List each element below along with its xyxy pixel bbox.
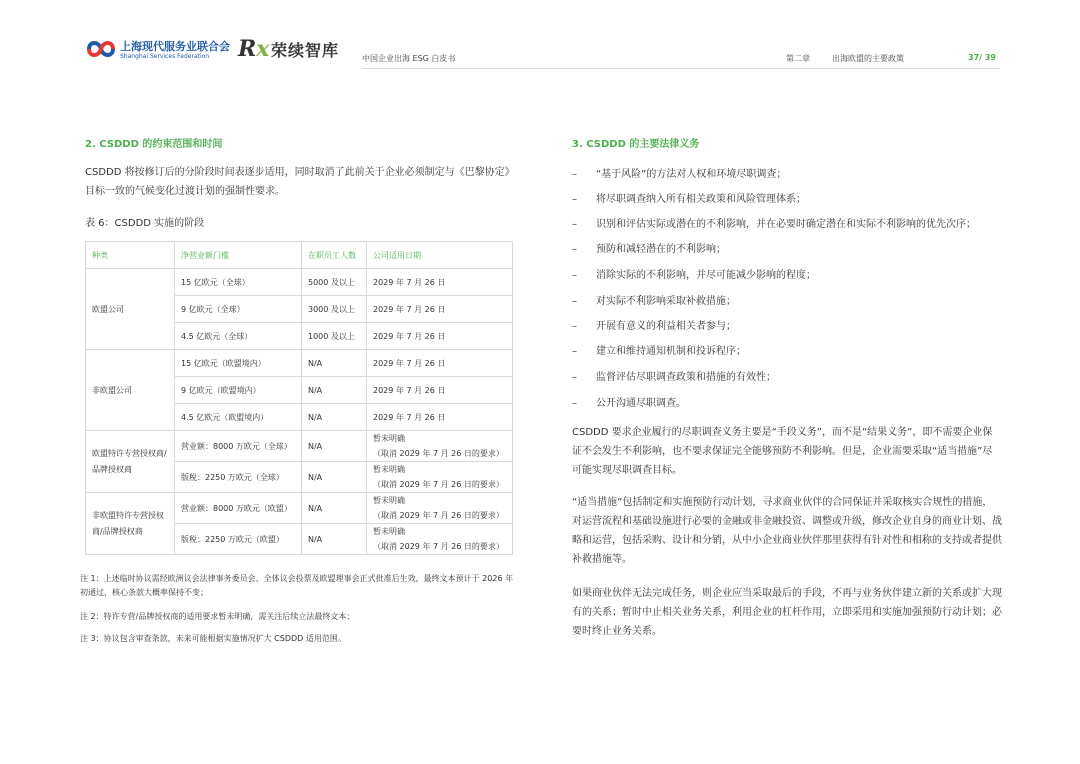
list-item bbox=[572, 240, 726, 255]
table-note-3: 注 3：协议包含审查条款，未来可能根据实施情况扩大 CSDDD 适用范围。 bbox=[80, 634, 346, 643]
table-cell: 暂未明确 （取消 2029 年 7 月 26 日的要求） bbox=[367, 462, 513, 493]
implementation-phase-table bbox=[85, 241, 513, 555]
document-title: 中国企业出海 ESG 白皮书 bbox=[362, 54, 456, 63]
table-cell: N/A bbox=[302, 350, 367, 377]
section-3-title: 3. CSDDD 的主要法律义务 bbox=[572, 139, 700, 150]
table-cell: 营业额：8000 万欧元（全球） bbox=[175, 431, 302, 462]
table-cell: 3000 及以上 bbox=[302, 296, 367, 323]
list-item-text: 预防和减轻潜在的不利影响； bbox=[596, 244, 726, 255]
list-item-text: 公开沟通尽职调查。 bbox=[596, 398, 686, 409]
table-cell: 暂未明确 （取消 2029 年 7 月 26 日的要求） bbox=[367, 493, 513, 524]
table-cell: 15 亿欧元（全球） bbox=[175, 269, 302, 296]
list-item-text: 消除实际的不利影响，并尽可能减少影响的程度； bbox=[596, 270, 816, 281]
bullet-dash: – bbox=[572, 398, 577, 409]
table-cell: N/A bbox=[302, 524, 367, 555]
bullet-dash: – bbox=[572, 296, 577, 307]
federation-name-cn: 上海现代服务业联合会 bbox=[120, 40, 230, 53]
table-row bbox=[86, 350, 513, 377]
table-cell: 4.5 亿欧元（全球） bbox=[175, 323, 302, 350]
list-item bbox=[572, 342, 746, 357]
list-item-text: 开展有意义的利益相关者参与； bbox=[596, 321, 736, 332]
table-cell: 暂未明确 （取消 2029 年 7 月 26 日的要求） bbox=[367, 524, 513, 555]
obligation-paragraph-2: “适当措施”包括制定和实施预防行动计划，寻求商业伙伴的合同保证并采取核实合规性的措施，对运营流程和基础设施进行必要的金融或非金融投资、调整或升级，修改企业自身的商业计划、战略和运营，包括采购、设计和分销，从中小企业商业伙伴那里获得有针对性和相称的支持或者提供补救措施等。 bbox=[572, 497, 1002, 565]
category-cell: 非欧盟公司 bbox=[86, 350, 175, 431]
table-cell: 4.5 亿欧元（欧盟境内） bbox=[175, 404, 302, 431]
list-item-text: 建立和维持通知机制和投诉程序； bbox=[596, 346, 746, 357]
bullet-dash: – bbox=[572, 270, 577, 281]
table-cell: 暂未明确 （取消 2029 年 7 月 26 日的要求） bbox=[367, 431, 513, 462]
section-2-title: 2. CSDDD 的约束范围和时间 bbox=[85, 139, 223, 150]
federation-name-en: Shanghai Services Federation bbox=[120, 53, 210, 60]
table-cell: 2029 年 7 月 26 日 bbox=[367, 269, 513, 296]
table-cell: 1000 及以上 bbox=[302, 323, 367, 350]
category-cell: 非欧盟特许专营授权商/品牌授权商 bbox=[86, 493, 175, 555]
category-cell: 欧盟特许专营授权商/品牌授权商 bbox=[86, 431, 175, 493]
table-note-2: 注 2：特许专营/品牌授权商的适用要求暂未明确，需关注后续立法最终文本； bbox=[80, 612, 355, 621]
table-cell: 2029 年 7 月 26 日 bbox=[367, 404, 513, 431]
think-tank-name: 荣续智库 bbox=[271, 41, 340, 60]
list-item-text: 识别和评估实际或潜在的不利影响，并在必要时确定潜在和实际不利影响的优先次序； bbox=[596, 219, 976, 230]
bullet-dash: – bbox=[572, 219, 577, 230]
think-tank-logo-icon: Rx bbox=[238, 36, 270, 62]
table-cell: N/A bbox=[302, 404, 367, 431]
table-cell: 9 亿欧元（欧盟境内） bbox=[175, 377, 302, 404]
list-item-text: 将尽职调查纳入所有相关政策和风险管理体系； bbox=[596, 194, 806, 205]
obligation-paragraph-1: CSDDD 要求企业履行的尽职调查义务主要是“手段义务”，而不是“结果义务”，即不需要企业保证不会发生不利影响，也不要求保证完全能够预防不利影响。但是，企业需要采取“适当措施”尽可能实现尽职调查目标。 bbox=[572, 427, 993, 476]
page-number: 37/ 39 bbox=[968, 53, 996, 62]
section-2-paragraph: CSDDD 将按修订后的分阶段时间表逐步适用，同时取消了此前关于企业必须制定与《巴黎协定》目标一致的气候变化过渡计划的强制性要求。 bbox=[85, 167, 515, 197]
list-item bbox=[572, 368, 776, 383]
bullet-dash: – bbox=[572, 321, 577, 332]
table-cell: 版税：2250 万欧元（全球） bbox=[175, 462, 302, 493]
table-row bbox=[86, 269, 513, 296]
header-employees: 在职员工人数 bbox=[302, 242, 367, 269]
list-item bbox=[572, 190, 806, 205]
table-cell: 2029 年 7 月 26 日 bbox=[367, 296, 513, 323]
list-item-text: 监督评估尽职调查政策和措施的有效性； bbox=[596, 372, 776, 383]
bullet-dash: – bbox=[572, 194, 577, 205]
table-cell: N/A bbox=[302, 493, 367, 524]
table-row bbox=[86, 493, 513, 524]
federation-logo-icon bbox=[86, 38, 116, 60]
chapter-label: 第二章 bbox=[786, 54, 810, 63]
header-category: 种类 bbox=[86, 242, 175, 269]
table-header-row bbox=[86, 242, 513, 269]
list-item bbox=[572, 394, 686, 409]
bullet-dash: – bbox=[572, 346, 577, 357]
list-item bbox=[572, 215, 976, 230]
header-divider bbox=[362, 68, 1000, 69]
section-label: 出海欧盟的主要政策 bbox=[832, 54, 904, 63]
category-cell: 欧盟公司 bbox=[86, 269, 175, 350]
table-cell: N/A bbox=[302, 462, 367, 493]
list-item bbox=[572, 292, 736, 307]
table-cell: N/A bbox=[302, 431, 367, 462]
header-turnover: 净营业额门槛 bbox=[175, 242, 302, 269]
table-cell: 15 亿欧元（欧盟境内） bbox=[175, 350, 302, 377]
list-item-text: 对实际不利影响采取补救措施； bbox=[596, 296, 736, 307]
bullet-dash: – bbox=[572, 372, 577, 383]
table-cell: 版税：2250 万欧元（欧盟） bbox=[175, 524, 302, 555]
obligation-paragraph-3: 如果商业伙伴无法完成任务，则企业应当采取最后的手段，不再与业务伙伴建立新的关系或扩大现有的关系；暂时中止相关业务关系，利用企业的杠杆作用，立即采用和实施加强预防行动计划；必要时终止业务关系。 bbox=[572, 588, 1002, 637]
bullet-dash: – bbox=[572, 244, 577, 255]
table-cell: 2029 年 7 月 26 日 bbox=[367, 350, 513, 377]
table-cell: 营业额：8000 万欧元（欧盟） bbox=[175, 493, 302, 524]
table-caption: 表 6：CSDDD 实施的阶段 bbox=[85, 218, 205, 229]
table-cell: 9 亿欧元（全球） bbox=[175, 296, 302, 323]
table-row bbox=[86, 431, 513, 462]
table-cell: 2029 年 7 月 26 日 bbox=[367, 323, 513, 350]
table-note-1: 注 1：上述临时协议需经欧洲议会法律事务委员会、全体议会投票及欧盟理事会正式批准后生效，最终文本预计于 2026 年初通过，核心条款大概率保持不变； bbox=[80, 574, 514, 597]
header-date: 公司适用日期 bbox=[367, 242, 513, 269]
list-item-text: “基于风险”的方法对人权和环境尽职调查； bbox=[596, 169, 787, 180]
list-item bbox=[572, 165, 786, 180]
table-cell: N/A bbox=[302, 377, 367, 404]
list-item bbox=[572, 317, 736, 332]
list-item bbox=[572, 266, 816, 281]
table-cell: 2029 年 7 月 26 日 bbox=[367, 377, 513, 404]
table-cell: 5000 及以上 bbox=[302, 269, 367, 296]
bullet-dash: – bbox=[572, 169, 577, 180]
